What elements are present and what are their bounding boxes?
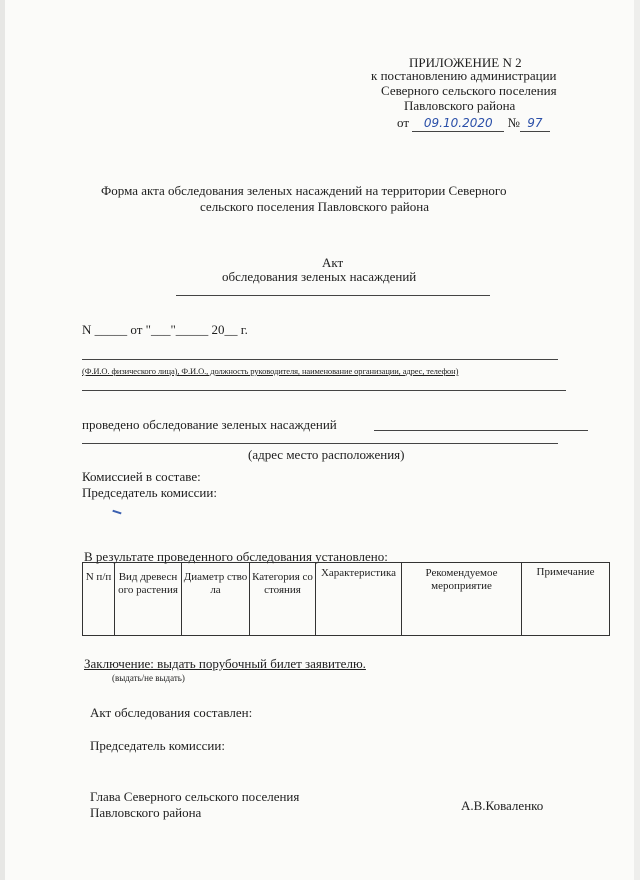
person-caption: (Ф.И.О. физического лица), Ф.И.О., должность руководителя, наименование организации, адрес, телефон) xyxy=(82,366,459,376)
inspection-address-line xyxy=(374,430,588,431)
inspection-address-line-2 xyxy=(82,443,558,444)
inspection-table xyxy=(82,562,610,636)
appendix-line-2: к постановлению администрации xyxy=(371,68,557,83)
result-heading: В результате проведенного обследования установлено: xyxy=(84,549,388,564)
appendix-title: ПРИЛОЖЕНИЕ N 2 xyxy=(409,55,522,70)
scan-edge-shadow-right xyxy=(634,0,640,880)
conclusion-caption: (выдать/не выдать) xyxy=(112,673,185,683)
address-caption: (адрес место расположения) xyxy=(248,447,405,462)
table-header-cell: Примечание xyxy=(522,563,610,636)
act-title: Акт xyxy=(322,255,344,270)
commission-composition: Комиссией в составе: xyxy=(82,469,201,484)
conclusion-text: Заключение: выдать порубочный билет заявителю. xyxy=(84,656,366,671)
scan-edge-shadow xyxy=(0,0,5,880)
table-header-cell: Характеристика xyxy=(316,563,402,636)
act-number-line: N _____ от "___"_____ 20__ г. xyxy=(82,322,248,337)
date-prefix: от xyxy=(397,115,410,130)
table-header-cell: Диаметр ствола xyxy=(182,563,250,636)
date-value: 09.10.2020 xyxy=(412,115,504,132)
form-title-line-1: Форма акта обследования зеленых насаждений на территории Северного xyxy=(101,183,507,198)
signature-title-line-2: Павловского района xyxy=(90,805,202,820)
number-value: 97 xyxy=(520,115,550,132)
table-header-cell: Категория состояния xyxy=(250,563,316,636)
date-row xyxy=(397,115,550,132)
ink-mark xyxy=(111,510,121,518)
signature-name: А.В.Коваленко xyxy=(461,798,544,813)
table-header-cell: Рекомендуемое мероприятие xyxy=(402,563,522,636)
table-header-cell: N п/п xyxy=(83,563,115,636)
form-title-line-2: сельского поселения Павловского района xyxy=(200,199,429,214)
person-field-line-2 xyxy=(82,390,566,391)
person-field-line xyxy=(82,359,558,360)
table-header-row xyxy=(83,563,610,636)
chairman-2: Председатель комиссии: xyxy=(90,738,225,753)
act-compiled: Акт обследования составлен: xyxy=(90,705,253,720)
inspection-text: проведено обследование зеленых насаждений xyxy=(82,417,337,432)
number-prefix: № xyxy=(507,115,520,130)
appendix-line-4: Павловского района xyxy=(404,98,516,113)
act-subtitle: обследования зеленых насаждений xyxy=(222,269,417,284)
appendix-line-3: Северного сельского поселения xyxy=(381,83,557,98)
table-header-cell: Вид древесного растения xyxy=(115,563,182,636)
commission-chairman: Председатель комиссии: xyxy=(82,485,217,500)
act-underline xyxy=(176,295,490,296)
signature-title-line-1: Глава Северного сельского поселения xyxy=(90,789,300,804)
